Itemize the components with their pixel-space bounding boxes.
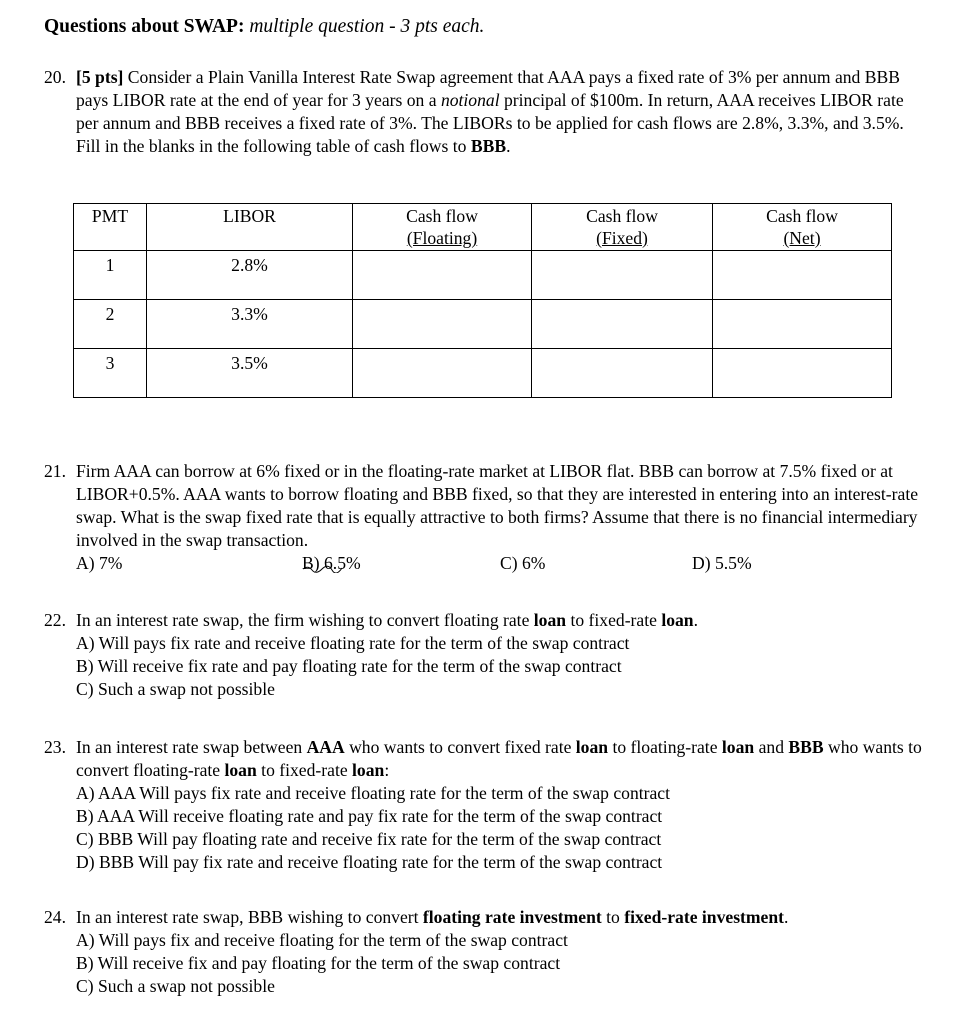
question-text-part: In an interest rate swap, BBB wishing to convert [76,907,423,927]
question-text-part: to fixed-rate [566,610,662,630]
option-b[interactable]: B) AAA Will receive floating rate and pay fix rate for the term of the swap contract [76,806,663,826]
question-text-part: In an interest rate swap between [76,737,307,757]
question-text-part: to fixed-rate [256,760,353,780]
question-text-bold: loan [661,610,694,630]
question-text-bold: BBB [470,136,507,156]
cell-libor: 3.3% [147,300,353,349]
header-label: Cash flow [766,206,838,226]
option-c[interactable]: C) Such a swap not possible [76,976,275,996]
question-text-bold: loan [721,737,755,757]
question-number: 21. [44,461,66,481]
cell-net[interactable] [713,300,892,349]
question-text-part: In an interest rate swap, the firm wishing to convert floating rate [76,610,534,630]
question-text-part: : [384,760,390,780]
header-sublabel: (Net) [783,228,821,248]
cell-pmt: 3 [74,349,147,398]
cell-net[interactable] [713,251,892,300]
option-d[interactable]: D) BBB Will pay fix rate and receive floating rate for the term of the swap contract [76,852,663,872]
header-label: Cash flow [586,206,658,226]
question-text-bold: loan [575,737,609,757]
table-row [74,300,892,349]
points-label: [5 pts] [76,67,124,87]
cash-flow-table [73,203,892,398]
question-text-part: principal of $100m. In return, AAA receives LIBOR rate per annum and BBB receives a fixed rate of 3%. The LIBORs to be applied for cash flows are 2.8%, 3.3%, and 3.5%. Fill in the blanks in the following table of cash flows to [76,90,904,156]
cell-floating[interactable] [353,300,532,349]
question-23 [44,736,924,874]
question-text-part: who wants to convert floating-rate [76,737,922,780]
question-text [76,66,924,158]
cell-pmt: 1 [74,251,147,300]
question-text-bold: floating rate investment [422,907,602,927]
option-b[interactable]: B) Will receive fix and pay floating for the term of the swap contract [76,953,561,973]
question-text-part: . [784,907,789,927]
option-a[interactable]: A) AAA Will pays fix rate and receive floating rate for the term of the swap contract [76,783,671,803]
question-text-bold: loan [352,760,385,780]
question-number: 23. [44,737,66,757]
question-text [76,609,924,632]
table-row [74,349,892,398]
option-c[interactable]: C) Such a swap not possible [76,679,275,699]
heading-title: Questions about SWAP: [44,16,245,37]
question-number: 24. [44,907,66,927]
option-a[interactable]: A) 7% [76,553,123,573]
cell-floating[interactable] [353,349,532,398]
question-text-bold: fixed-rate investment [624,907,785,927]
cell-libor: 3.5% [147,349,353,398]
cell-fixed[interactable] [532,349,713,398]
option-a[interactable]: A) Will pays fix rate and receive floating rate for the term of the swap contract [76,633,630,653]
question-text-bold: BBB [788,737,824,757]
option-b[interactable]: B) Will receive fix rate and pay floating rate for the term of the swap contract [76,656,622,676]
cell-libor: 2.8% [147,251,353,300]
question-24 [44,906,924,998]
heading-subtitle: multiple question - 3 pts each. [249,16,485,37]
question-text-part: . [693,610,699,630]
question-text-italic: notional [440,90,500,110]
question-text-part: to [601,907,625,927]
handwritten-mark-icon [302,565,344,573]
question-text-bold: loan [533,610,567,630]
question-text-bold: loan [224,760,257,780]
header-floating [353,204,532,251]
question-number: 22. [44,610,66,630]
question-number: 20. [44,67,66,87]
cell-floating[interactable] [353,251,532,300]
option-a[interactable]: A) Will pays fix and receive floating for the term of the swap contract [76,930,568,950]
header-sublabel: (Fixed) [596,228,648,248]
answer-options [76,552,924,575]
question-text [76,906,924,929]
question-text-part: who wants to convert fixed rate [344,737,576,757]
question-text-part: to floating-rate [608,737,722,757]
cell-pmt: 2 [74,300,147,349]
question-text-part: . [506,136,511,156]
option-c[interactable]: C) 6% [500,553,546,573]
question-text-part: Consider a Plain Vanilla Interest Rate Swap agreement that AAA pays a fixed rate of 3% per annum and BBB pays LIBOR rate at the end of year for 3 years on a [76,67,900,110]
question-21 [44,460,924,575]
question-text-part: and [754,737,789,757]
header-label: LIBOR [223,206,276,226]
header-pmt [74,204,147,251]
table-row [74,251,892,300]
question-22 [44,609,924,701]
header-label: PMT [91,206,129,226]
option-b-label: B) 6.5% [302,553,361,573]
header-libor [147,204,353,251]
question-text [76,736,924,782]
question-text: Firm AAA can borrow at 6% fixed or in the floating-rate market at LIBOR flat. BBB can borrow at 7.5% fixed or at LIBOR+0.5%. AAA wants to borrow floating and BBB fixed, so that they are interested in entering into an interest-rate swap. What is the swap fixed rate that is equally attractive to both firms? Assume that there is no financial intermediary involved in the swap transaction. [76,461,919,550]
cell-net[interactable] [713,349,892,398]
header-net [713,204,892,251]
header-fixed [532,204,713,251]
section-heading [44,15,484,38]
cell-fixed[interactable] [532,251,713,300]
question-text-bold: AAA [306,737,345,757]
option-d[interactable]: D) 5.5% [692,553,752,573]
header-sublabel: (Floating) [406,228,478,248]
option-c[interactable]: C) BBB Will pay floating rate and receive fix rate for the term of the swap contract [76,829,662,849]
cell-fixed[interactable] [532,300,713,349]
table-header-row [74,204,892,251]
header-label: Cash flow [406,206,478,226]
question-20 [44,66,924,158]
